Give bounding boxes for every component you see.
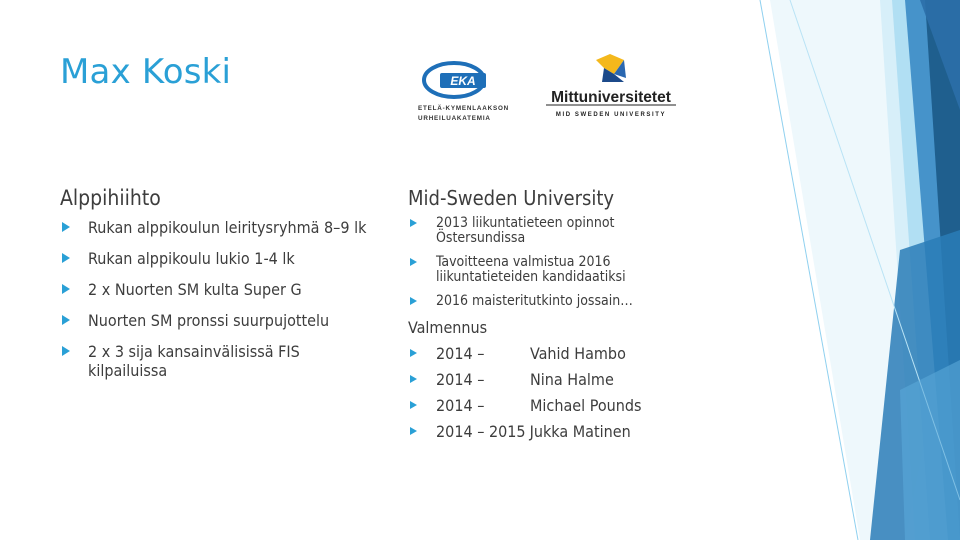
arrow-bullet-icon — [62, 253, 70, 263]
slide-title: Max Koski — [60, 52, 232, 92]
list-item — [408, 255, 698, 285]
coaching-years: 2014 – — [436, 396, 485, 415]
arrow-bullet-icon — [410, 297, 417, 305]
eka-logo-line1: ETELÄ-KYMENLAAKSON — [418, 105, 510, 112]
alpine-list — [60, 218, 380, 380]
list-item — [60, 218, 380, 237]
arrow-bullet-icon — [410, 219, 417, 227]
arrow-bullet-icon — [62, 315, 70, 325]
coaching-years: 2014 – — [436, 344, 485, 363]
list-item-text: 2016 maisteritutkinto jossain… — [436, 293, 633, 309]
list-item-text: Nuorten SM pronssi suurpujottelu — [88, 311, 330, 330]
arrow-bullet-icon — [62, 346, 70, 356]
coaching-item — [408, 345, 698, 363]
arrow-bullet-icon — [410, 258, 417, 266]
coaching-years: 2014 – — [436, 370, 485, 389]
miun-logo-sub: MID SWEDEN UNIVERSITY — [555, 112, 667, 118]
list-item — [60, 311, 380, 330]
list-item — [60, 280, 380, 299]
list-item — [60, 249, 380, 268]
alpine-skiing-section — [60, 186, 380, 392]
coaching-name: Michael Pounds — [530, 396, 642, 415]
list-item — [408, 294, 698, 309]
eka-logo-text: EKA — [450, 74, 476, 88]
coaching-item — [408, 423, 698, 441]
list-item-text: 2013 liikuntatieteen opinnot Östersundissa — [436, 215, 615, 246]
arrow-bullet-icon — [410, 427, 417, 435]
coaching-item — [408, 397, 698, 415]
coaching-name: Vahid Hambo — [530, 344, 626, 363]
list-item-text: Rukan alppikoulun leiritysryhmä 8–9 lk — [88, 218, 367, 237]
university-section — [408, 186, 698, 449]
list-item-text: Tavoitteena valmistua 2016 liikuntatieteiden kandidaatiksi — [436, 254, 626, 285]
coaching-list — [408, 345, 698, 441]
university-list — [408, 216, 698, 309]
arrow-bullet-icon — [62, 222, 70, 232]
list-item-text: 2 x Nuorten SM kulta Super G — [88, 280, 302, 299]
arrow-bullet-icon — [410, 401, 417, 409]
list-item — [60, 342, 380, 380]
miun-logo-name: Mittuniversitetet — [551, 89, 671, 106]
arrow-bullet-icon — [62, 284, 70, 294]
coaching-name: Nina Halme — [530, 370, 614, 389]
eka-logo — [416, 60, 516, 124]
coaching-name: Jukka Matinen — [529, 422, 631, 441]
list-item-text: 2 x 3 sija kansainvälisissä FIS kilpailuissa — [88, 342, 300, 380]
coaching-heading: Valmennus — [408, 318, 488, 337]
coaching-item — [408, 371, 698, 389]
mid-sweden-university-logo — [544, 52, 679, 122]
arrow-bullet-icon — [410, 375, 417, 383]
eka-logo-line2: URHEILUAKATEMIA — [418, 115, 491, 122]
alpine-heading: Alppihiihto — [60, 186, 161, 210]
arrow-bullet-icon — [410, 349, 417, 357]
university-heading: Mid-Sweden University — [408, 186, 615, 210]
coaching-years: 2014 – 2015 — [436, 422, 526, 441]
list-item-text: Rukan alppikoulu lukio 1-4 lk — [88, 249, 295, 268]
list-item — [408, 216, 698, 246]
